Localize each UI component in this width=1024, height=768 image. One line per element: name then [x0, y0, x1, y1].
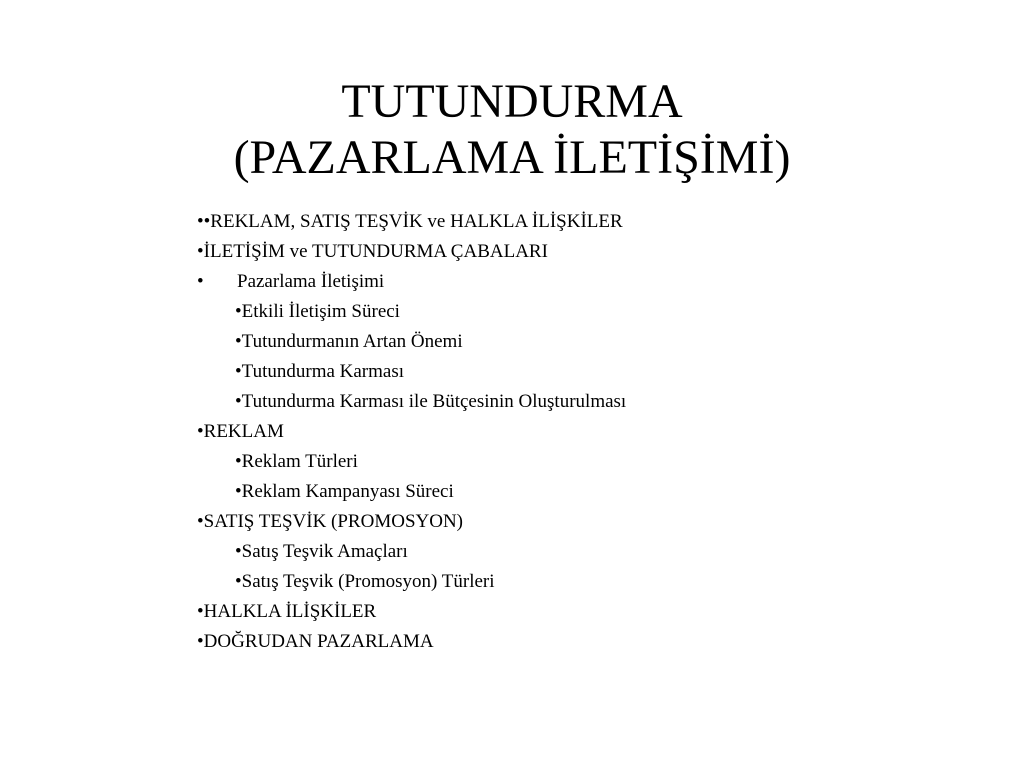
slide-title — [0, 74, 1024, 186]
slide-title-line-2: (PAZARLAMA İLETİŞİMİ) — [233, 131, 791, 184]
slide-title-line-1: TUTUNDURMA — [341, 75, 683, 128]
bullet-item-label: Pazarlama İletişimi — [237, 271, 385, 292]
bullet-item: •DOĞRUDAN PAZARLAMA — [197, 631, 434, 652]
bullet-item — [197, 267, 626, 297]
sub-bullet-item: •Tutundurma Karması — [235, 361, 405, 382]
bullet-item: •SATIŞ TEŞVİK (PROMOSYON) — [197, 511, 463, 532]
sub-bullet-item: •Satış Teşvik (Promosyon) Türleri — [235, 571, 495, 592]
bullet-list — [197, 207, 626, 657]
bullet-item: •İLETİŞİM ve TUTUNDURMA ÇABALARI — [197, 241, 548, 262]
bullet-marker: • — [197, 271, 204, 292]
sub-bullet-item: •Etkili İletişim Süreci — [235, 301, 400, 322]
sub-bullet-item: •Reklam Türleri — [235, 451, 358, 472]
sub-bullet-item: •Tutundurma Karması ile Bütçesinin Oluşturulması — [235, 391, 627, 412]
sub-bullet-item: •Reklam Kampanyası Süreci — [235, 481, 454, 502]
bullet-item: •HALKLA İLİŞKİLER — [197, 601, 377, 622]
sub-bullet-item: •Tutundurmanın Artan Önemi — [235, 331, 463, 352]
bullet-item: •REKLAM — [197, 421, 284, 442]
sub-bullet-item: •Satış Teşvik Amaçları — [235, 541, 408, 562]
bullet-item: ••REKLAM, SATIŞ TEŞVİK ve HALKLA İLİŞKİLER — [197, 211, 623, 232]
